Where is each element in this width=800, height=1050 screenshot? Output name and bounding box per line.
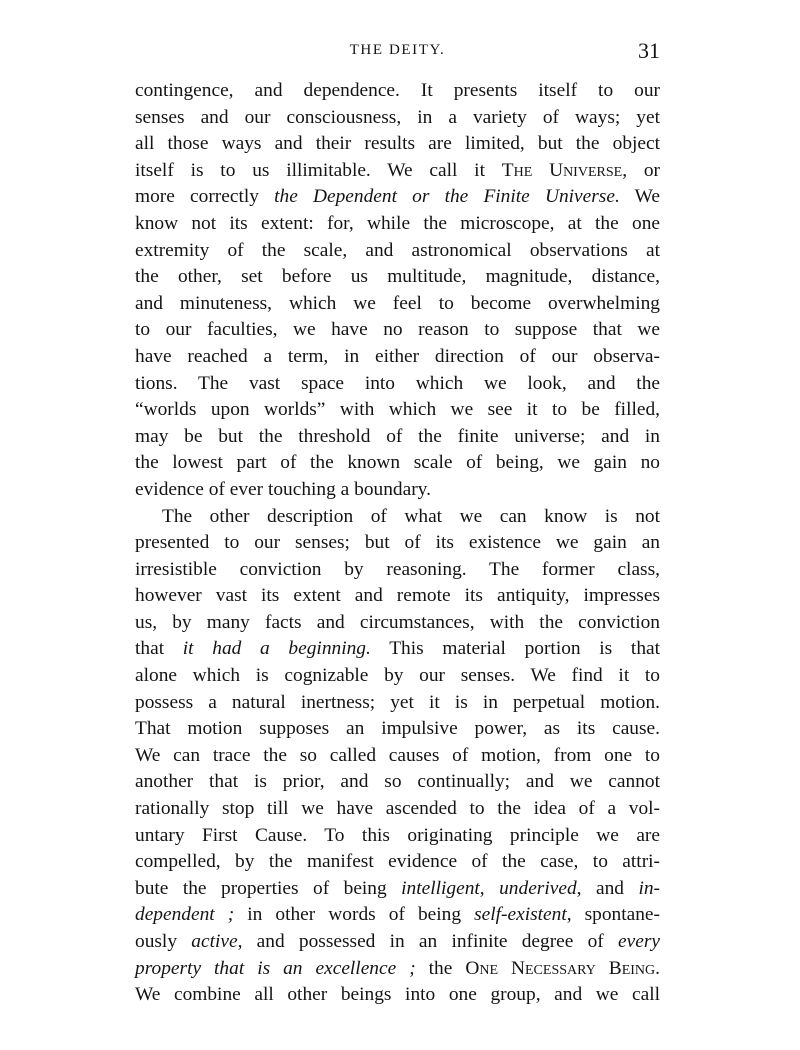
text-line: presented to our senses; but of its existence we gain an — [135, 532, 660, 554]
text-line: The other description of what we can know is not — [162, 505, 660, 527]
italic-term: active — [191, 931, 238, 952]
text-line: know not its extent: for, while the microscope, at the one — [135, 212, 660, 234]
text-line: untary First Cause. To this originating principle we are — [135, 824, 660, 846]
text-line: may be but the threshold of the finite universe; and in — [135, 425, 660, 447]
running-head — [135, 38, 660, 68]
text-line: however vast its extent and remote its antiquity, impresses — [135, 585, 660, 607]
text-line — [135, 184, 660, 211]
text-run: , or — [622, 159, 660, 181]
italic-term: in- — [638, 877, 660, 899]
text-line: have reached a term, in either direction of our observa- — [135, 345, 660, 367]
text-line: senses and our consciousness, in a variety of ways; yet — [135, 106, 660, 128]
text-run: , — [479, 877, 500, 899]
text-line — [135, 876, 660, 903]
text-line: evidence of ever touching a boundary. — [135, 478, 431, 500]
text-line: possess a natural inertness; yet it is in perpetual motion. — [135, 691, 660, 713]
text-line: extremity of the scale, and astronomical observations at — [135, 239, 660, 261]
text-run: bute the properties of being — [135, 877, 402, 899]
text-line: the other, set before us multitude, magnitude, distance, — [135, 266, 660, 288]
body-text — [135, 78, 660, 1009]
text-run: We — [619, 186, 660, 208]
italic-term: it had a beginning. — [182, 638, 371, 660]
text-run: , and — [576, 877, 639, 899]
text-line — [135, 636, 660, 663]
text-line: “worlds upon worlds” with which we see it to be filled, — [135, 399, 660, 421]
text-line: to our faculties, we have no reason to suppose that we — [135, 319, 660, 341]
text-line: contingence, and dependence. It presents itself to our — [135, 80, 660, 101]
text-line: tions. The vast space into which we look, and the — [135, 372, 660, 394]
text-line: That motion supposes an impulsive power, as its cause. — [135, 718, 660, 740]
small-caps-term: The Universe — [501, 159, 623, 181]
text-line: and minuteness, which we feel to become overwhelming — [135, 292, 660, 314]
text-line: compelled, by the manifest evidence of the case, to attri- — [135, 851, 660, 873]
text-run: ; — [214, 904, 235, 926]
text-line: all those ways and their results are limited, but the object — [135, 133, 660, 155]
text-line: We can trace the so called causes of motion, from one to — [135, 744, 660, 766]
text-line: another that is prior, and so continually; and we cannot — [135, 771, 660, 793]
text-line: rationally stop till we have ascended to the idea of a vol- — [135, 798, 660, 820]
text-run: itself is to us illimitable. We call it — [135, 159, 502, 181]
text-line: We combine all other beings into one group, and we call — [135, 984, 660, 1006]
text-run: in other words of being — [234, 904, 475, 926]
text-run: , and possessed in an infinite degree of — [237, 931, 619, 952]
page-number: 31 — [638, 38, 660, 63]
italic-term: property that is an excellence — [135, 957, 397, 979]
text-line: the lowest part of the known scale of being, we gain no — [135, 452, 660, 474]
text-run: ously — [135, 931, 192, 952]
text-line — [135, 929, 660, 956]
text-line: irresistible conviction by reasoning. The former class, — [135, 558, 660, 580]
text-run: more correctly — [135, 186, 275, 208]
text-line — [135, 956, 660, 983]
italic-term: underived — [499, 877, 577, 899]
italic-term: the Dependent or the Finite Universe. — [274, 186, 620, 208]
small-caps-term: One Necessary Being. — [465, 957, 661, 979]
italic-term: every — [618, 931, 660, 952]
italic-term: dependent — [135, 904, 215, 926]
text-run: ; — [396, 957, 416, 979]
text-line — [135, 902, 660, 929]
italic-term: self-existent — [474, 904, 567, 926]
text-run: , spontane- — [566, 904, 660, 926]
text-line: alone which is cognizable by our senses. We find it to — [135, 665, 660, 687]
italic-term: intelligent — [401, 877, 480, 899]
text-run: This material portion is that — [370, 638, 661, 660]
running-title: THE DEITY. — [349, 42, 446, 58]
text-line — [135, 158, 660, 185]
text-line: us, by many facts and circumstances, with the conviction — [135, 611, 660, 633]
text-run: the — [415, 957, 466, 979]
text-run: that — [135, 638, 183, 660]
